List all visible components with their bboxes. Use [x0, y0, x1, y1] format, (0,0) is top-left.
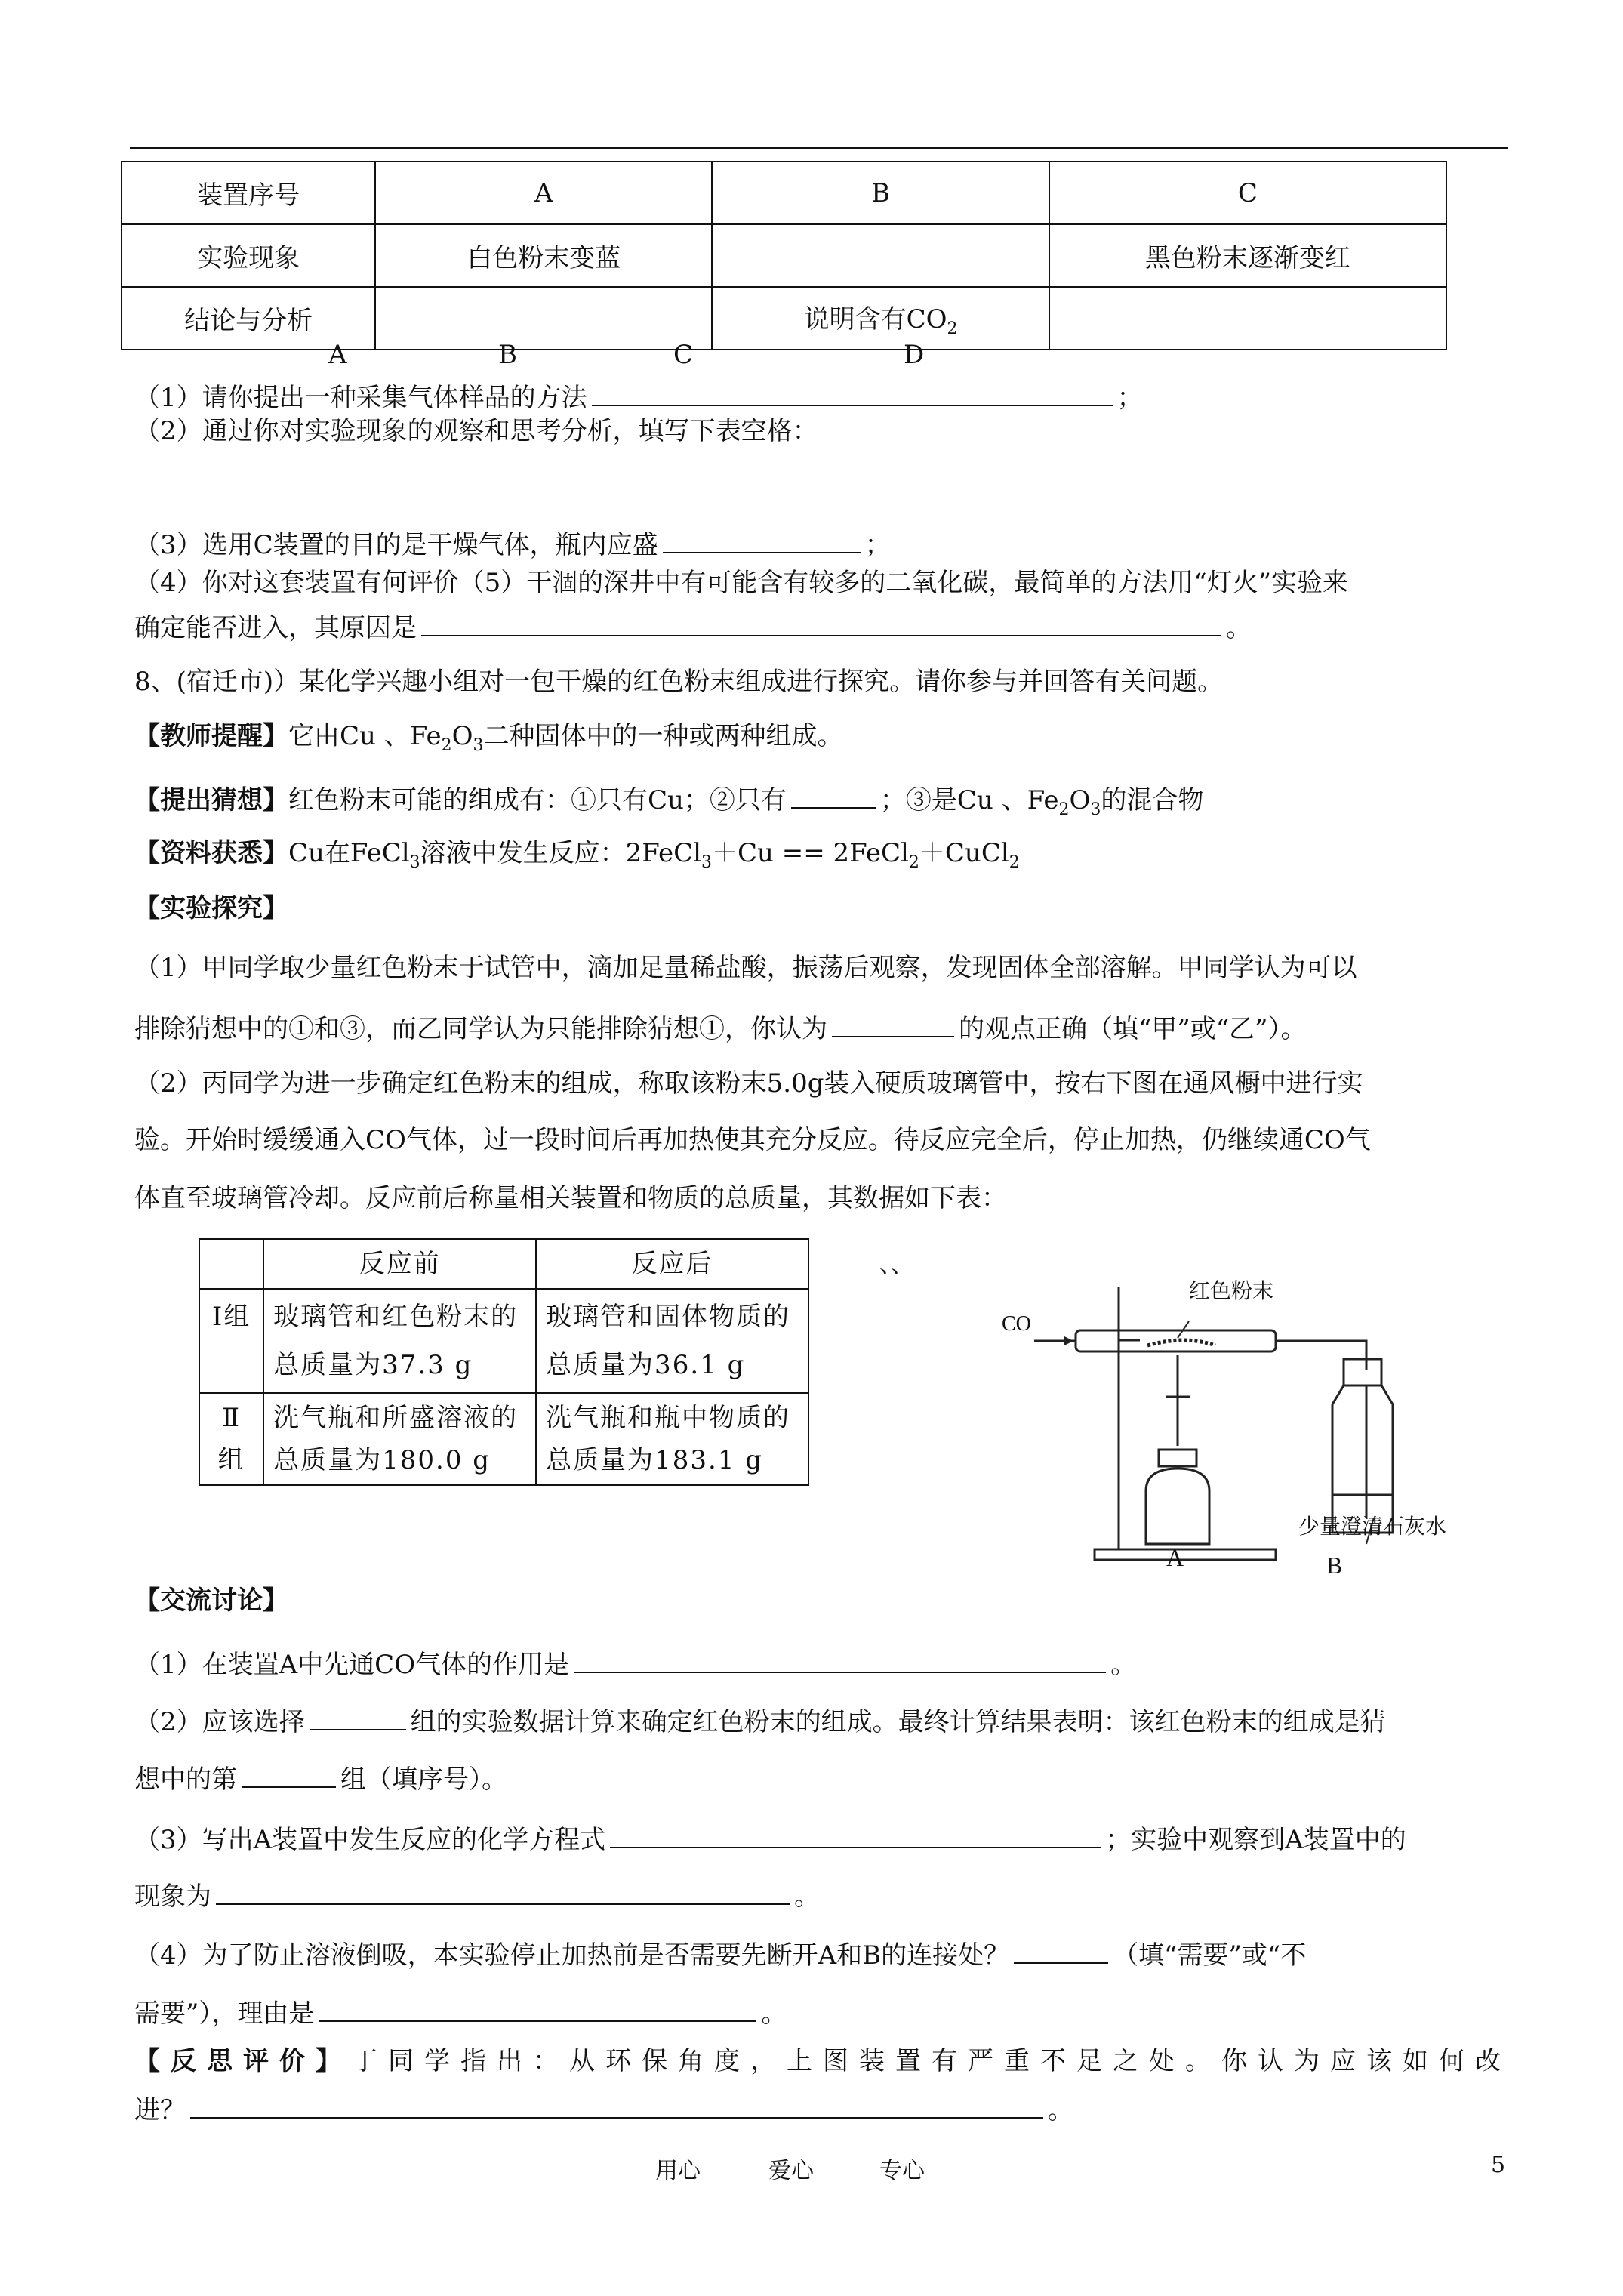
table-cell: [712, 224, 1049, 287]
discussion-1: （1）在装置A中先通CO气体的作用是 。: [134, 1646, 1136, 1680]
table-row: [122, 287, 1446, 350]
table-cell: [199, 1239, 263, 1289]
answer-blank[interactable]: [791, 781, 876, 809]
mass-table: [199, 1238, 809, 1486]
powder-label: 红色粉末: [1189, 1278, 1274, 1303]
header-rule: [130, 147, 1508, 149]
explore-heading: 【实验探究】: [134, 893, 288, 923]
question-2: （2）通过你对实验现象的观察和思考分析，填写下表空格：: [134, 416, 818, 446]
table-row: [122, 162, 1446, 224]
table-cell: 反应后: [536, 1239, 808, 1289]
answer-blank[interactable]: [310, 1703, 406, 1730]
question-4: （4）你对这套装置有何评价（5）干涸的深井中有可能含有较多的二氧化碳，最简单的方法用“灯火”实验来: [134, 568, 1349, 598]
explore-2: （2）丙同学为进一步确定红色粉末的组成，称取该粉末5.0g装入硬质玻璃管中，按右下图在通风橱中进行实: [134, 1068, 1363, 1099]
page-number: 5: [1491, 2152, 1506, 2178]
explore-1: （1）甲同学取少量红色粉末于试管中，滴加足量稀盐酸，振荡后观察，发现固体全部溶解。甲同学认为可以: [134, 953, 1357, 983]
discussion-4-cont: 需要”），理由是 。: [134, 1995, 787, 2029]
table-row: [199, 1239, 808, 1289]
discussion-3: （3）写出A装置中发生反应的化学方程式 ；实验中观察到A装置中的: [134, 1821, 1406, 1855]
table-row: [199, 1393, 808, 1485]
footer-text-2: 爱心: [768, 2158, 814, 2184]
question-3: （3）选用C装置的目的是干燥气体，瓶内应盛 ；: [134, 526, 891, 560]
limewater-label: 少量澄清石灰水: [1298, 1514, 1447, 1539]
reference-info: 【资料获悉】Cu在FeCl$_3$溶液中发生反应：2FeCl$_3$＋Cu == 2FeCl$_2$＋CuCl$_2$: [134, 838, 1020, 872]
bottle-stopper: [1344, 1359, 1381, 1385]
explore-1-cont: 排除猜想中的①和③，而乙同学认为只能排除猜想①，你认为 的观点正确（填“甲”或“乙”）。: [134, 1010, 1307, 1044]
answer-blank[interactable]: [319, 1995, 756, 2022]
table-cell: 实验现象: [122, 224, 375, 287]
question-1: （1）请你提出一种采集气体样品的方法 ；: [134, 379, 1143, 413]
figure-label-b: B: [1326, 1552, 1343, 1579]
table-row: [199, 1289, 808, 1393]
label-a: A: [328, 340, 347, 370]
discussion-heading: 【交流讨论】: [134, 1586, 288, 1616]
table-cell: B: [712, 162, 1049, 224]
discussion-2-cont: 想中的第 组（填序号）。: [134, 1761, 507, 1795]
table-cell: 玻璃管和固体物质的总质量为36.1 g: [536, 1289, 808, 1393]
answer-blank[interactable]: [190, 2091, 1043, 2119]
label-d: D: [904, 340, 925, 370]
table-cell: 装置序号: [122, 162, 375, 224]
answer-blank[interactable]: [421, 609, 1221, 636]
label-c: C: [673, 340, 694, 370]
reflection-cont: 进？ 。: [134, 2091, 1073, 2125]
red-powder: [1147, 1340, 1215, 1345]
alcohol-lamp: [1146, 1469, 1209, 1544]
label-b: B: [498, 340, 517, 370]
table-cell: 白色粉末变蓝: [375, 224, 712, 287]
table-cell: 结论与分析: [122, 287, 375, 350]
discussion-2: （2）应该选择 组的实验数据计算来确定红色粉末的组成。最终计算结果表明：该红色粉末的组成是猜: [134, 1703, 1386, 1737]
observation-table: [121, 161, 1447, 350]
answer-blank[interactable]: [663, 526, 861, 553]
explore-2-cont: 验。开始时缓缓通入CO气体，过一段时间后再加热使其充分反应。待反应完全后，停止加热，仍继续通CO气: [134, 1125, 1371, 1155]
table-cell: 玻璃管和红色粉末的总质量为37.3 g: [263, 1289, 536, 1393]
marks: 、、: [879, 1252, 913, 1278]
answer-blank[interactable]: [574, 1646, 1106, 1673]
table-cell: Ⅱ组: [199, 1393, 263, 1485]
answer-blank[interactable]: [610, 1821, 1101, 1848]
table-cell: 洗气瓶和所盛溶液的总质量为180.0 g: [263, 1393, 536, 1485]
table-cell: 黑色粉末逐渐变红: [1049, 224, 1446, 287]
answer-blank[interactable]: [832, 1010, 954, 1037]
section-8-title: 8、(宿迁市)）某化学兴趣小组对一包干燥的红色粉末组成进行探究。请你参与并回答有关问题。: [134, 667, 1224, 697]
table-cell: [375, 287, 712, 350]
stand-base: [1095, 1549, 1276, 1560]
outlet-pipe: [1276, 1341, 1366, 1370]
discussion-4: （4）为了防止溶液倒吸，本实验停止加热前是否需要先断开A和B的连接处？ （填“需要”或“不: [134, 1937, 1306, 1971]
table-cell: 洗气瓶和瓶中物质的总质量为183.1 g: [536, 1393, 808, 1485]
reflection: 【反思评价】丁同学指出：从环保角度，上图装置有严重不足之处。你认为应该如何改: [134, 2046, 1511, 2076]
discussion-3-cont: 现象为 。: [134, 1878, 820, 1912]
hypothesis: 【提出猜想】红色粉末可能的组成有：①只有Cu；②只有 ；③是Cu 、$Fe_2O_3$的混合物: [134, 781, 1203, 825]
answer-blank[interactable]: [216, 1878, 790, 1905]
lamp-neck: [1159, 1450, 1196, 1466]
table-row: [122, 224, 1446, 287]
table-cell: 说明含有$CO_2$: [712, 287, 1049, 350]
answer-blank[interactable]: [242, 1761, 336, 1788]
footer-text-3: 专心: [879, 2158, 925, 2184]
question-4-cont: 确定能否进入，其原因是 。: [134, 609, 1252, 643]
figure-label-a: A: [1166, 1544, 1184, 1571]
explore-2-cont2: 体直至玻璃管冷却。反应前后称量相关装置和物质的总质量，其数据如下表：: [134, 1183, 1007, 1213]
table-cell: 反应前: [263, 1239, 536, 1289]
co-label: CO: [1002, 1312, 1031, 1336]
table-cell: Ⅰ组: [199, 1289, 263, 1393]
table-cell: [1049, 287, 1446, 350]
table-cell: C: [1049, 162, 1446, 224]
teacher-hint: 【教师提醒】它由Cu 、$Fe_2O_3$二种固体中的一种或两种组成。: [134, 721, 843, 755]
answer-blank[interactable]: [1014, 1937, 1108, 1964]
answer-blank[interactable]: [592, 379, 1113, 406]
footer-text-1: 用心: [655, 2158, 701, 2184]
table-cell: A: [375, 162, 712, 224]
